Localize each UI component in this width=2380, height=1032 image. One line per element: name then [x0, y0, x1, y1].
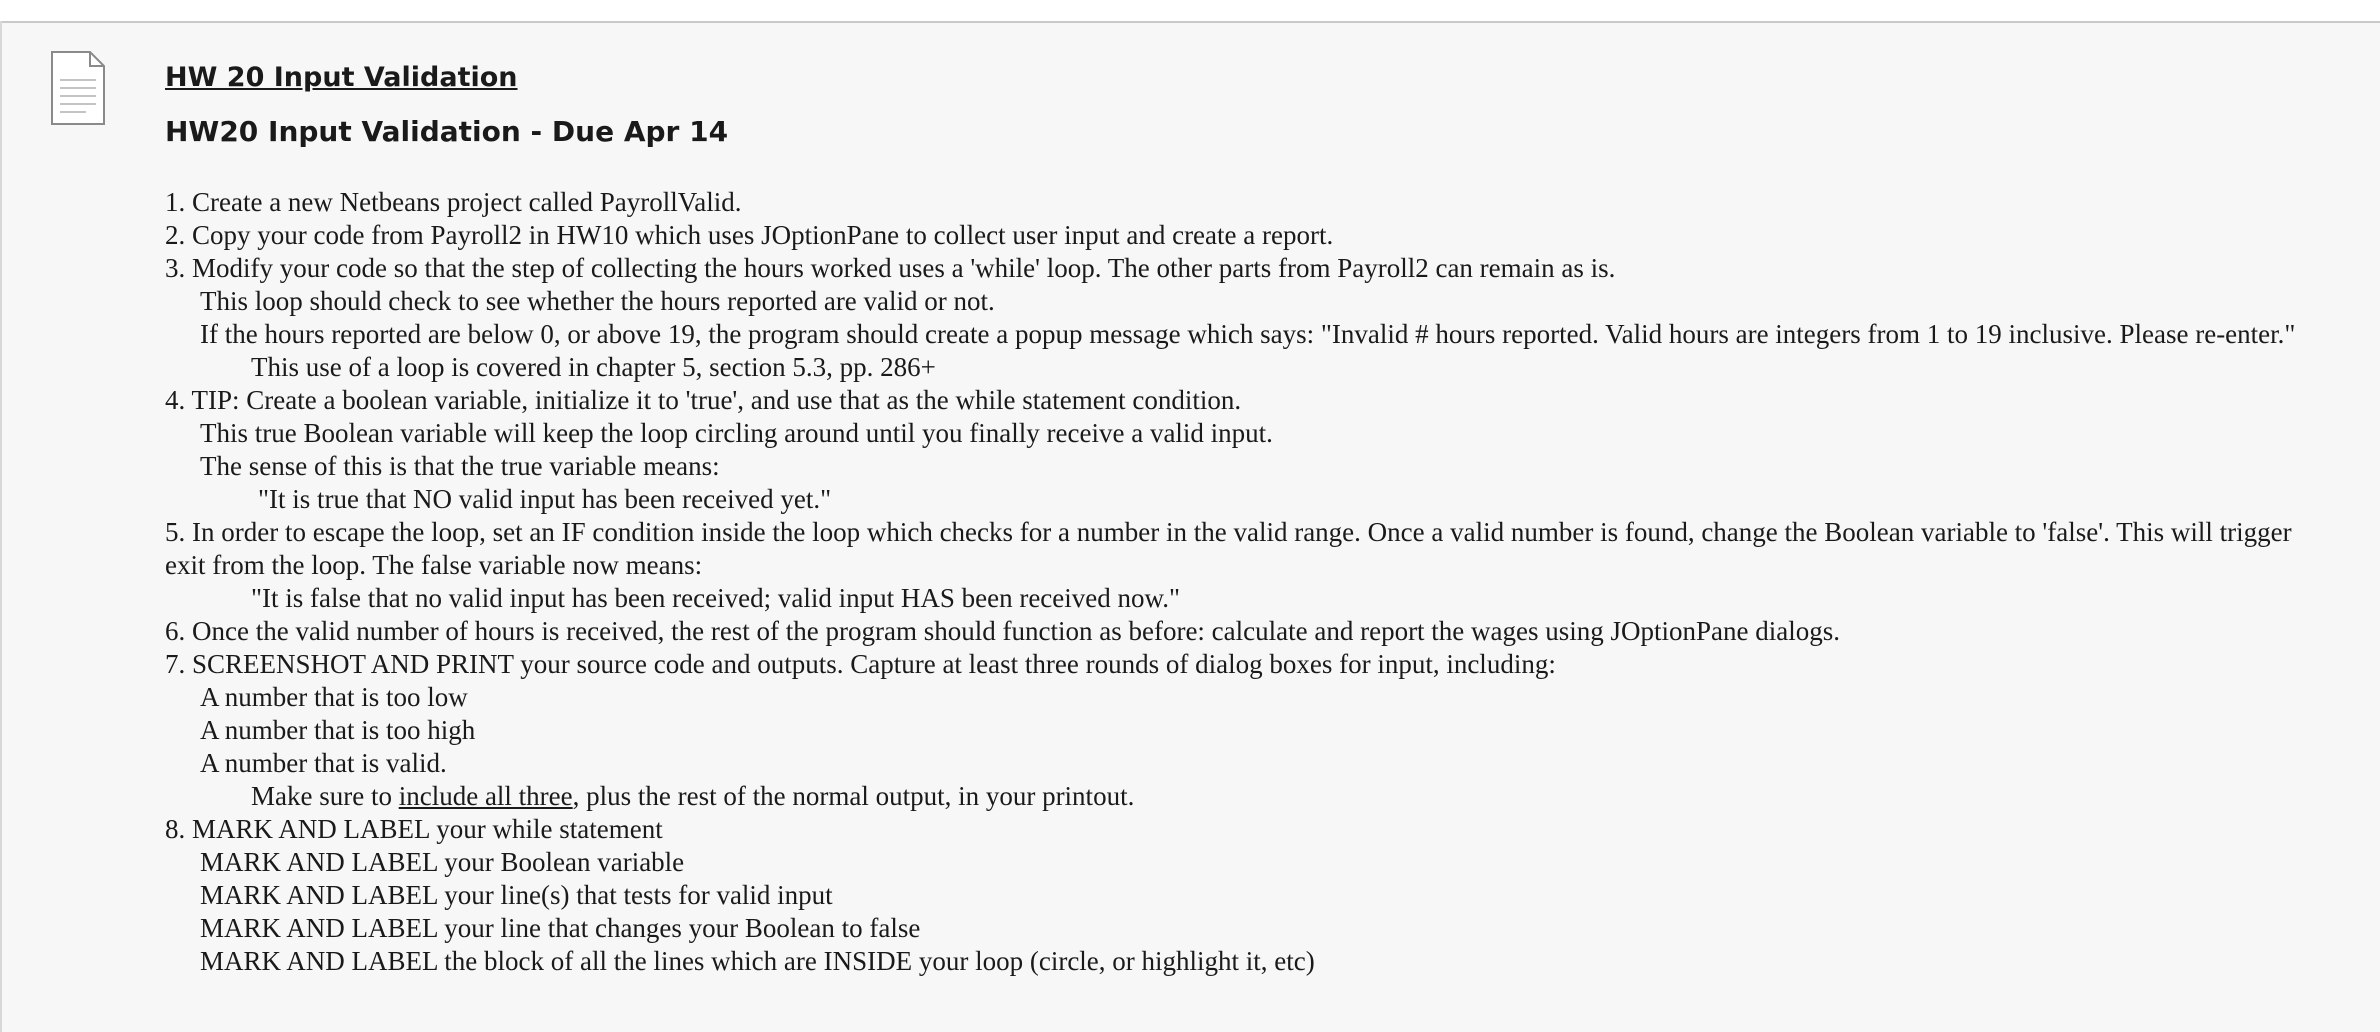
step-2: 2. Copy your code from Payroll2 in HW10 which uses JOptionPane to collect user input and create a report. — [165, 220, 1334, 250]
step-7-note-post: , plus the rest of the normal output, in your printout. — [572, 781, 1135, 811]
step-3-reference: This use of a loop is covered in chapter 5, section 5.3, pp. 286+ — [251, 352, 936, 382]
step-7-low: A number that is too low — [200, 682, 468, 712]
assignment-content — [165, 58, 2335, 978]
step-4-quote: "It is true that NO valid input has been received yet." — [258, 484, 832, 514]
step-7-note-pre: Make sure to — [251, 781, 399, 811]
step-3-message: If the hours reported are below 0, or above 19, the program should create a popup message which says: "Invalid # hours reported. Valid hours are integers from 1 to 19 inclusive. Please re-enter." — [200, 319, 2296, 349]
left-border — [0, 21, 2, 1032]
top-bar — [0, 0, 2380, 23]
step-5-quote: "It is false that no valid input has been received; valid input HAS been received now." — [251, 583, 1181, 613]
assignment-title-link[interactable]: HW 20 Input Validation — [165, 62, 518, 93]
step-8: 8. MARK AND LABEL your while statement — [165, 814, 663, 844]
document-icon — [50, 50, 106, 126]
step-8-boolean: MARK AND LABEL your Boolean variable — [200, 847, 685, 877]
step-8-block: MARK AND LABEL the block of all the lines which are INSIDE your loop (circle, or highlight it, etc) — [200, 946, 1315, 976]
step-8-change: MARK AND LABEL your line that changes your Boolean to false — [200, 913, 921, 943]
step-8-test: MARK AND LABEL your line(s) that tests for valid input — [200, 880, 833, 910]
step-3: 3. Modify your code so that the step of collecting the hours worked uses a 'while' loop. The other parts from Payroll2 can remain as is. — [165, 253, 1616, 283]
step-7-note — [165, 780, 2335, 813]
step-7: 7. SCREENSHOT AND PRINT your source code and outputs. Capture at least three rounds of dialog boxes for input, including: — [165, 649, 1556, 679]
step-4: 4. TIP: Create a boolean variable, initialize it to 'true', and use that as the while statement condition. — [165, 385, 1242, 415]
step-6: 6. Once the valid number of hours is received, the rest of the program should function as before: calculate and report the wages using JOptionPane dialogs. — [165, 616, 1841, 646]
step-4-detail: This true Boolean variable will keep the loop circling around until you finally receive a valid input. — [200, 418, 1273, 448]
step-7-note-underline: include all three — [398, 781, 573, 811]
step-7-valid: A number that is valid. — [200, 748, 447, 778]
step-1: 1. Create a new Netbeans project called PayrollValid. — [165, 187, 742, 217]
assignment-subtitle: HW20 Input Validation - Due Apr 14 — [165, 115, 729, 148]
step-7-high: A number that is too high — [200, 715, 476, 745]
step-5-text: 5. In order to escape the loop, set an IF condition inside the loop which checks for a number in the valid range. Once a valid number is found, change the Boolean variable to 'false'. This will trigger exit from the loop. The false variable now means: — [165, 517, 2292, 580]
step-3-detail: This loop should check to see whether the hours reported are valid or not. — [200, 286, 995, 316]
step-4-sense: The sense of this is that the true variable means: — [200, 451, 720, 481]
step-5 — [165, 516, 2335, 582]
instructions — [165, 186, 2335, 978]
